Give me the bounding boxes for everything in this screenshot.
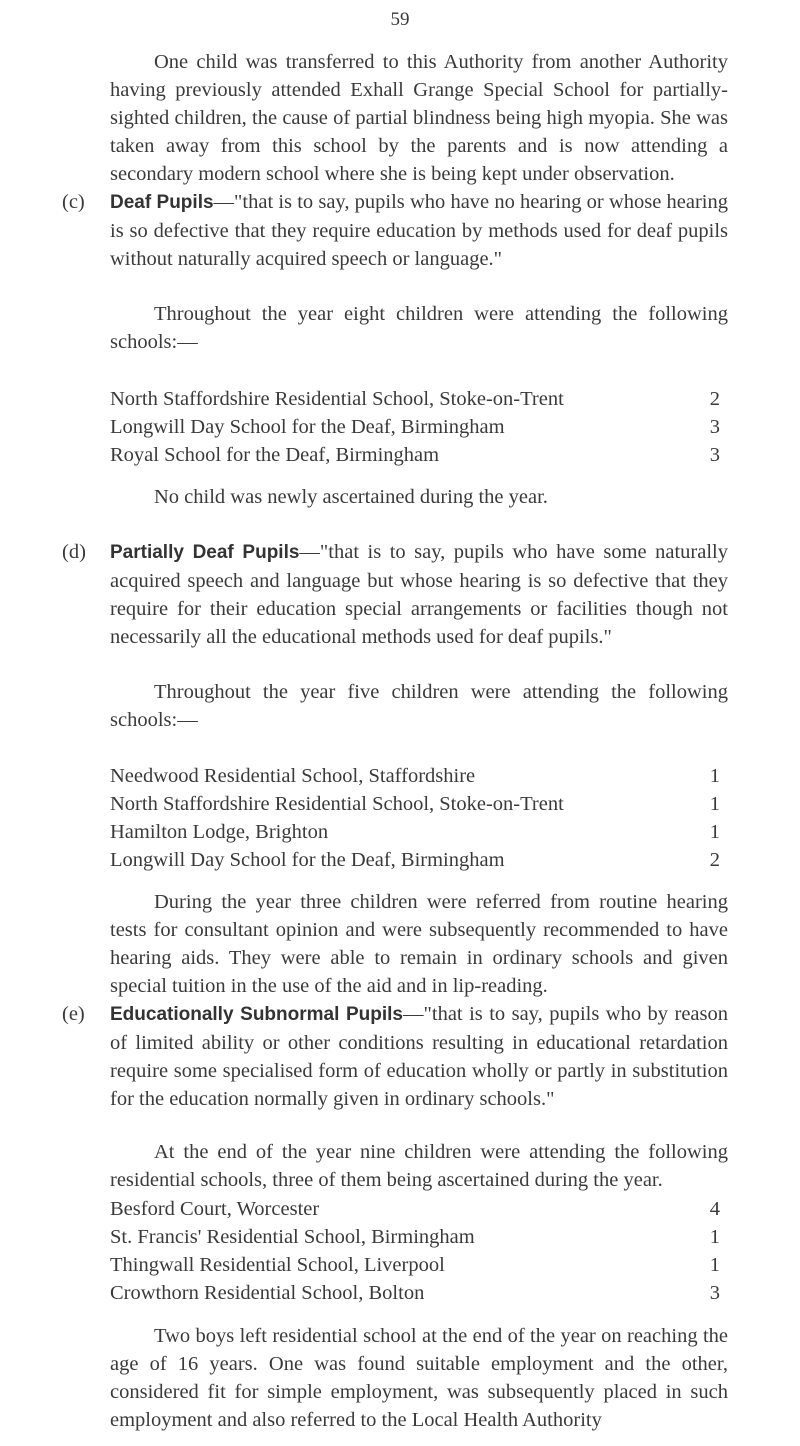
deaf-pupils-section xyxy=(62,188,728,273)
pupil-count: 1 xyxy=(709,793,720,815)
section-label: (c) xyxy=(62,191,85,213)
partially-deaf-section xyxy=(62,538,728,651)
pupil-count: 4 xyxy=(709,1198,720,1220)
list-item xyxy=(110,1279,720,1307)
pupil-count: 3 xyxy=(709,444,720,466)
list-item xyxy=(110,818,720,846)
school-name: Longwill Day School for the Deaf, Birmingham xyxy=(110,416,505,438)
pupil-count: 3 xyxy=(709,1282,720,1304)
list-item xyxy=(110,413,720,441)
list-item xyxy=(110,1223,720,1251)
subnormal-schools-list xyxy=(110,1195,720,1307)
pupil-count: 2 xyxy=(709,849,720,871)
school-name: North Staffordshire Residential School, Stoke-on-Trent xyxy=(110,388,564,410)
section-heading: Educationally Subnormal Pupils xyxy=(110,1004,403,1025)
section-heading: Deaf Pupils xyxy=(110,192,214,213)
list-item xyxy=(110,441,720,469)
school-name: Longwill Day School for the Deaf, Birmingham xyxy=(110,849,505,871)
pupil-count: 1 xyxy=(709,765,720,787)
pupil-count: 1 xyxy=(709,1226,720,1248)
list-item xyxy=(110,790,720,818)
list-item xyxy=(110,1251,720,1279)
partially-deaf-definition xyxy=(110,538,728,651)
school-name: North Staffordshire Residential School, Stoke-on-Trent xyxy=(110,793,564,815)
section-label: (d) xyxy=(62,541,86,563)
page-number: 59 xyxy=(390,9,410,30)
section-label: (e) xyxy=(62,1003,85,1025)
list-item xyxy=(110,762,720,790)
partially-deaf-note: During the year three children were referred from routine hearing tests for consultant opinion and were subsequently recommended to have hearing aids. They were able to remain in ordinary schools and given special tuition in the use of the aid and in lip-reading. xyxy=(110,891,728,997)
subnormal-section xyxy=(62,1000,728,1113)
deaf-attending-text: Throughout the year eight children were attending the following schools:— xyxy=(110,303,728,353)
subnormal-note: Two boys left residential school at the end of the year on reaching the age of 16 years. One was found suitable employment and the other, considered fit for simple employment, was subsequently placed in such employment and also referred to the Local Health Authority xyxy=(110,1325,728,1431)
school-name: Needwood Residential School, Staffordshire xyxy=(110,765,476,787)
list-item xyxy=(110,385,720,413)
definition-text: —"that is to say, pupils who have some naturally acquired speech and language but whose hearing is so defective that they require for their education special arrangements or facilities though not necessarily all the educational methods used for deaf pupils." xyxy=(110,541,728,648)
subnormal-attending-text: At the end of the year nine children were attending the following residential schools, three of them being ascertained during the year. xyxy=(110,1141,728,1191)
pupil-count: 3 xyxy=(709,416,720,438)
school-name: Besford Court, Worcester xyxy=(110,1198,320,1220)
partially-deaf-attending-text: Throughout the year five children were attending the following schools:— xyxy=(110,681,728,731)
definition-text: —"that is to say, pupils who by reason of limited ability or other conditions resulting in educational retardation require some specialised form of education wholly or partly in substitution for the education normally given in ordinary schools." xyxy=(110,1003,728,1110)
pupil-count: 2 xyxy=(709,388,720,410)
list-item xyxy=(110,1195,720,1223)
school-name: Thingwall Residential School, Liverpool xyxy=(110,1254,445,1276)
pupil-count: 1 xyxy=(709,821,720,843)
school-name: Crowthorn Residential School, Bolton xyxy=(110,1282,425,1304)
school-name: Hamilton Lodge, Brighton xyxy=(110,821,329,843)
pupil-count: 1 xyxy=(709,1254,720,1276)
deaf-schools-list xyxy=(110,385,720,469)
definition-text: —"that is to say, pupils who have no hearing or whose hearing is so defective that they require education by methods used for deaf pupils without naturally acquired speech or language." xyxy=(110,191,728,270)
school-name: St. Francis' Residential School, Birmingham xyxy=(110,1226,475,1248)
section-heading: Partially Deaf Pupils xyxy=(110,542,300,563)
list-item xyxy=(110,846,720,874)
deaf-definition xyxy=(110,188,728,273)
partially-deaf-schools-list xyxy=(110,762,720,874)
deaf-note: No child was newly ascertained during the year. xyxy=(154,486,548,508)
school-name: Royal School for the Deaf, Birmingham xyxy=(110,444,440,466)
subnormal-definition xyxy=(110,1000,728,1113)
intro-paragraph: One child was transferred to this Authority from another Authority having previously attended Exhall Grange Special School for partially-sighted children, the cause of partial blindness being high myopia. She was taken away from this school by the parents and is now attending a secondary modern school where she is being kept under observation. xyxy=(110,51,728,185)
